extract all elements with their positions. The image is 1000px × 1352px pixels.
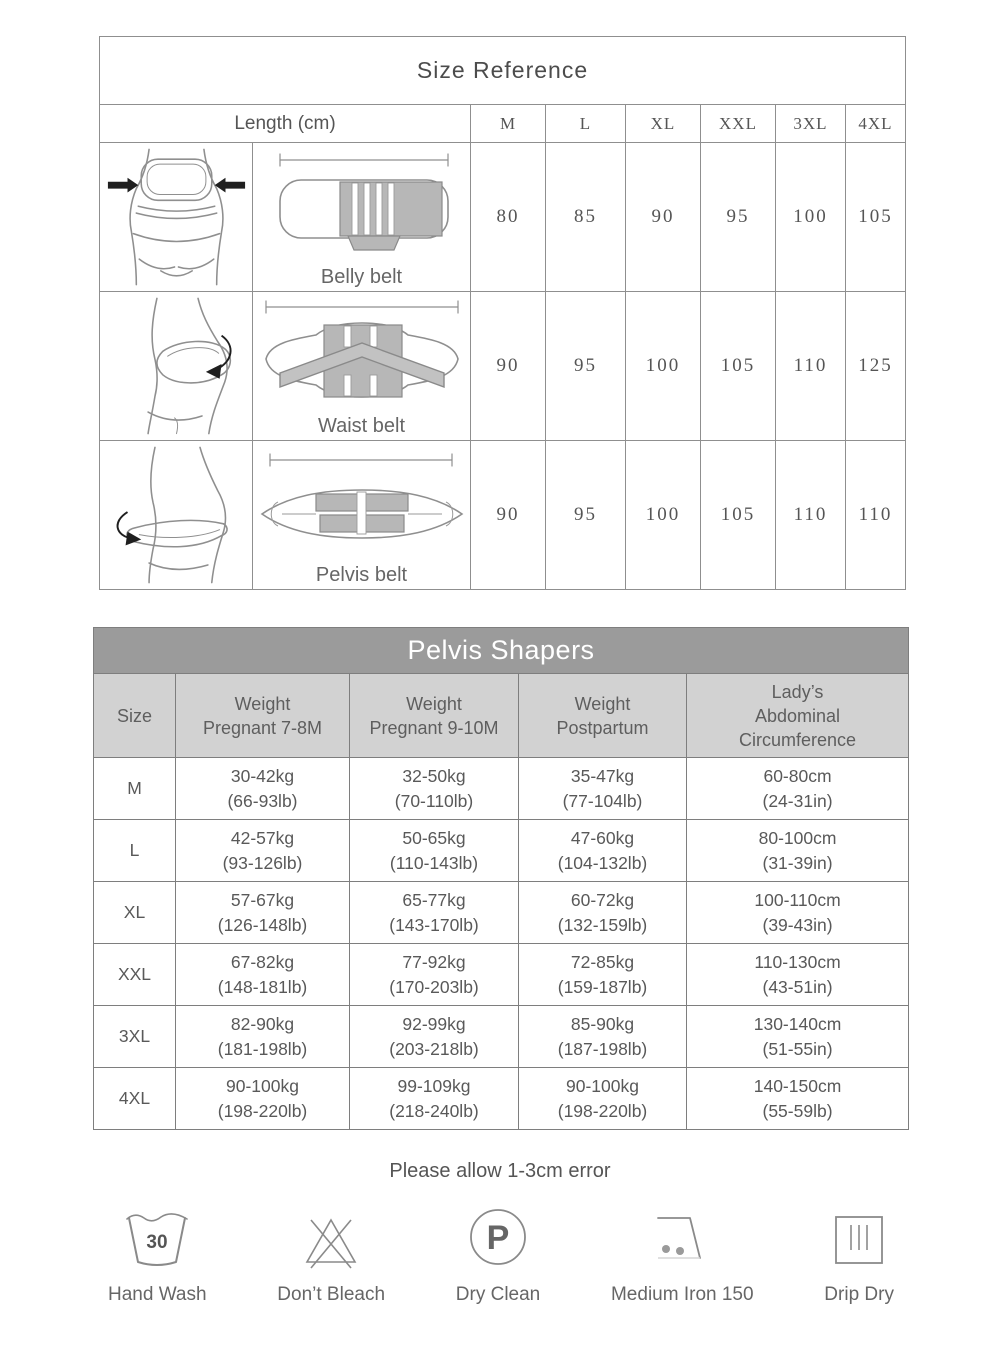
- care-label: Medium Iron 150: [610, 1284, 754, 1305]
- belly-figure-icon: [104, 146, 249, 288]
- weight-cell: 65-77kg (143-170lb): [350, 882, 519, 944]
- abdominal-circumference-header: Lady’s Abdominal Circumference: [687, 674, 909, 758]
- belt-name-label: Pelvis belt: [315, 563, 408, 586]
- belt-length-cell: 100: [626, 292, 701, 441]
- pelvis-shapers-title: Pelvis Shapers: [94, 628, 909, 674]
- belt-length-cell: 90: [471, 441, 546, 590]
- belt-length-cell: 100: [626, 441, 701, 590]
- size-column-xxl: XXL: [701, 105, 776, 143]
- size-cell: 3XL: [94, 1006, 176, 1068]
- dont-bleach-icon: [300, 1210, 362, 1270]
- belt-length-cell: 85: [546, 143, 626, 292]
- belt-length-cell: 110: [776, 441, 846, 590]
- weight-cell: 90-100kg (198-220lb): [176, 1068, 350, 1130]
- shaper-row-3xl: [94, 1006, 909, 1068]
- weight-pregnant-7-8m-header: Weight Pregnant 7-8M: [176, 674, 350, 758]
- care-label: Dry Clean: [455, 1284, 541, 1305]
- weight-cell: 92-99kg (203-218lb): [350, 1006, 519, 1068]
- dry-clean-icon: [465, 1204, 531, 1270]
- weight-cell: 72-85kg (159-187lb): [519, 944, 687, 1006]
- weight-cell: 35-47kg (77-104lb): [519, 758, 687, 820]
- shaper-row-xxl: [94, 944, 909, 1006]
- shaper-row-xl: [94, 882, 909, 944]
- belt-length-cell: 105: [701, 292, 776, 441]
- medium-iron-icon: [644, 1208, 720, 1270]
- weight-cell: 90-100kg (198-220lb): [519, 1068, 687, 1130]
- weight-cell: 50-65kg (110-143lb): [350, 820, 519, 882]
- svg-text:P: P: [486, 1219, 510, 1257]
- weight-cell: 42-57kg (93-126lb): [176, 820, 350, 882]
- drip-dry-icon: [829, 1210, 889, 1270]
- belt-length-cell: 80: [471, 143, 546, 292]
- waist-belt-icon: [254, 295, 470, 413]
- weight-cell: 32-50kg (70-110lb): [350, 758, 519, 820]
- weight-postpartum-header: Weight Postpartum: [519, 674, 687, 758]
- circumference-cell: 130-140cm (51-55in): [687, 1006, 909, 1068]
- hand-wash-icon: [119, 1206, 195, 1270]
- care-item-dry-clean: [456, 1198, 540, 1306]
- weight-cell: 82-90kg (181-198lb): [176, 1006, 350, 1068]
- weight-cell: 47-60kg (104-132lb): [519, 820, 687, 882]
- belt-length-cell: 110: [776, 292, 846, 441]
- weight-cell: 60-72kg (132-159lb): [519, 882, 687, 944]
- size-cell: M: [94, 758, 176, 820]
- circumference-cell: 110-130cm (43-51in): [687, 944, 909, 1006]
- belt-length-cell: 95: [546, 292, 626, 441]
- waist-figure-icon: [104, 295, 249, 437]
- weight-cell: 77-92kg (170-203lb): [350, 944, 519, 1006]
- belly-belt-icon: [254, 146, 470, 264]
- tolerance-note: Please allow 1-3cm error: [389, 1160, 611, 1182]
- care-item-drip-dry: [824, 1198, 894, 1306]
- pelvis-belt-row: [100, 441, 906, 590]
- pelvis-shapers-table: [93, 627, 909, 1130]
- belt-length-cell: 90: [626, 143, 701, 292]
- svg-text:30: 30: [146, 1232, 168, 1253]
- shaper-row-l: [94, 820, 909, 882]
- pelvis-belt-icon: [254, 444, 470, 562]
- weight-pregnant-9-10m-header: Weight Pregnant 9-10M: [350, 674, 519, 758]
- size-column-m: M: [471, 105, 546, 143]
- size-cell: XL: [94, 882, 176, 944]
- weight-cell: 30-42kg (66-93lb): [176, 758, 350, 820]
- belt-length-cell: 100: [776, 143, 846, 292]
- belt-length-cell: 105: [846, 143, 906, 292]
- length-header: Length (cm): [100, 105, 471, 143]
- size-column-3xl: 3XL: [776, 105, 846, 143]
- circumference-cell: 60-80cm (24-31in): [687, 758, 909, 820]
- belly-belt-row: [100, 143, 906, 292]
- weight-cell: 57-67kg (126-148lb): [176, 882, 350, 944]
- size-reference-table: [99, 36, 906, 590]
- belt-length-cell: 90: [471, 292, 546, 441]
- shaper-row-m: [94, 758, 909, 820]
- waist-belt-row: [100, 292, 906, 441]
- circumference-cell: 140-150cm (55-59lb): [687, 1068, 909, 1130]
- care-label: Drip Dry: [824, 1284, 894, 1305]
- size-cell: L: [94, 820, 176, 882]
- shaper-row-4xl: [94, 1068, 909, 1130]
- weight-cell: 85-90kg (187-198lb): [519, 1006, 687, 1068]
- size-column-l: L: [546, 105, 626, 143]
- care-label: Don’t Bleach: [277, 1284, 386, 1305]
- care-item-hand-wash: [108, 1198, 207, 1306]
- belt-length-cell: 125: [846, 292, 906, 441]
- size-column-4xl: 4XL: [846, 105, 906, 143]
- belt-name-label: Waist belt: [317, 414, 406, 437]
- care-instructions: [108, 1198, 894, 1306]
- weight-cell: 99-109kg (218-240lb): [350, 1068, 519, 1130]
- circumference-cell: 100-110cm (39-43in): [687, 882, 909, 944]
- size-column-xl: XL: [626, 105, 701, 143]
- size-reference-title: Size Reference: [100, 37, 906, 105]
- belt-length-cell: 105: [701, 441, 776, 590]
- care-label: Hand Wash: [108, 1284, 207, 1305]
- weight-cell: 67-82kg (148-181lb): [176, 944, 350, 1006]
- belt-name-label: Belly belt: [320, 265, 403, 288]
- belt-length-cell: 95: [546, 441, 626, 590]
- care-item-dont-bleach: [277, 1198, 385, 1306]
- belt-length-cell: 110: [846, 441, 906, 590]
- size-cell: 4XL: [94, 1068, 176, 1130]
- pelvis-figure-icon: [104, 444, 249, 586]
- size-cell: XXL: [94, 944, 176, 1006]
- care-item-medium-iron: [611, 1198, 754, 1306]
- size-header: Size: [94, 674, 176, 758]
- circumference-cell: 80-100cm (31-39in): [687, 820, 909, 882]
- belt-length-cell: 95: [701, 143, 776, 292]
